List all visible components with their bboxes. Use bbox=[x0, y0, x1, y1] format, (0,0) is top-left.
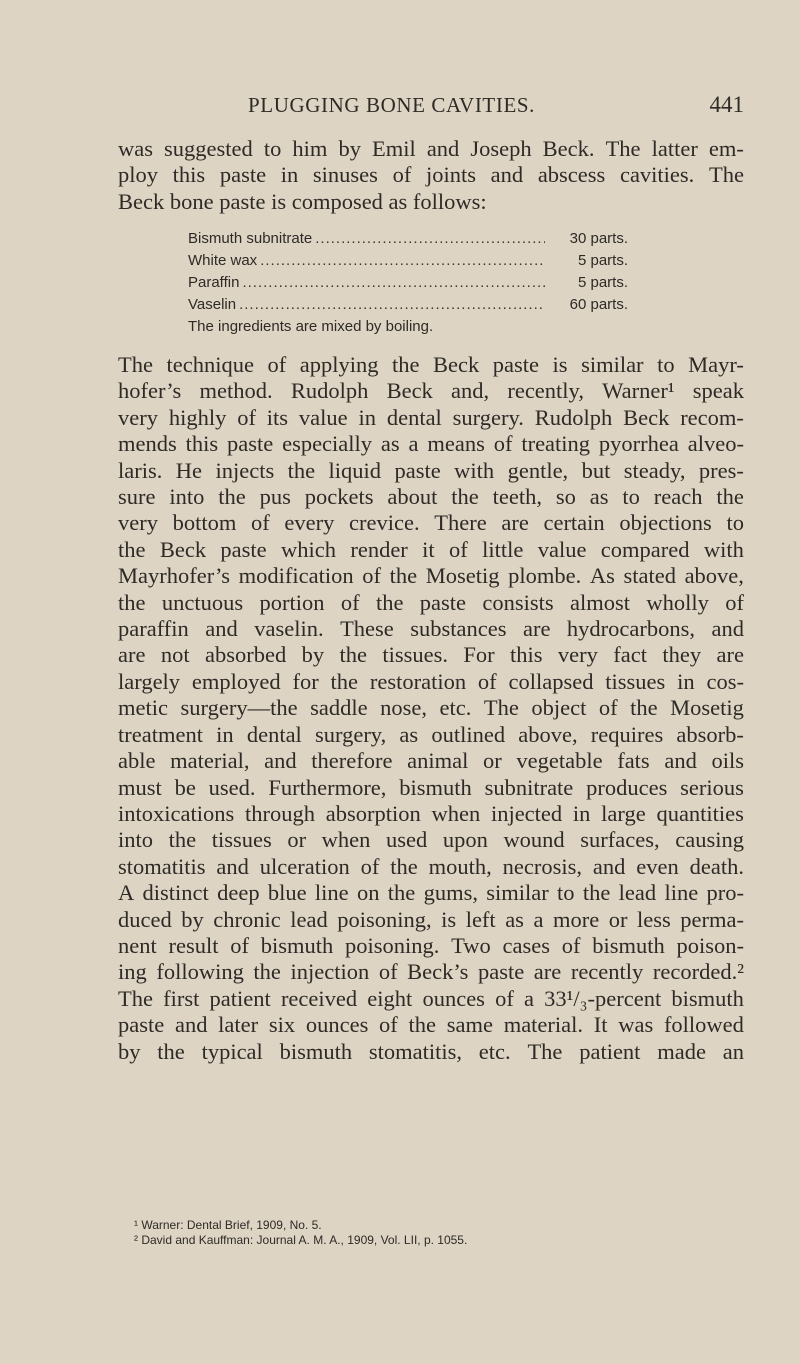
dot-leader bbox=[260, 250, 545, 272]
text-line: treatment in dental surgery, as outlined above, requires absorb- bbox=[118, 721, 744, 747]
recipe-row bbox=[188, 228, 628, 250]
text-line: nent result of bismuth poisoning. Two cases of bismuth poison- bbox=[118, 932, 744, 958]
text-line: ploy this paste in sinuses of joints and abscess cavities. The bbox=[118, 162, 744, 188]
text-line: Mayrhofer’s modification of the Mosetig plombe. As stated above, bbox=[118, 563, 744, 589]
text-line: by the typical bismuth stomatitis, etc. The patient made an bbox=[118, 1038, 744, 1064]
footnotes bbox=[134, 1218, 734, 1248]
text-line: Beck bone paste is composed as follows: bbox=[118, 188, 487, 214]
recipe-row bbox=[188, 294, 628, 316]
ingredient-amount: 60 parts. bbox=[569, 296, 628, 313]
text-line: must be used. Furthermore, bismuth subnitrate produces serious bbox=[118, 774, 744, 800]
ingredient-name: White wax bbox=[188, 252, 258, 269]
text-line: the Beck paste which render it of little value compared with bbox=[118, 536, 744, 562]
dot-leader bbox=[242, 272, 545, 294]
text-line: very bottom of every crevice. There are certain objections to bbox=[118, 510, 744, 536]
text-line: are not absorbed by the tissues. For this very fact they are bbox=[118, 642, 744, 668]
text-line: largely employed for the restoration of collapsed tissues in cos- bbox=[118, 668, 744, 694]
text-line: ing following the injection of Beck’s paste are recently recorded.² bbox=[118, 959, 744, 985]
ingredient-name: Paraffin bbox=[188, 274, 240, 291]
text-line: paste and later six ounces of the same material. It was followed bbox=[118, 1012, 744, 1038]
body-paragraph bbox=[118, 352, 744, 1065]
ingredient-name: Bismuth subnitrate bbox=[188, 230, 313, 247]
text-line: sure into the pus pockets about the teeth, so as to reach the bbox=[118, 484, 744, 510]
text-line: stomatitis and ulceration of the mouth, necrosis, and even death. bbox=[118, 853, 744, 879]
recipe-note: The ingredients are mixed by boiling. bbox=[188, 318, 434, 335]
text-line: into the tissues or when used upon wound surfaces, causing bbox=[118, 827, 744, 853]
recipe-row bbox=[188, 272, 628, 294]
text-line: laris. He injects the liquid paste with gentle, but steady, pres- bbox=[118, 457, 744, 483]
text-line: A distinct deep blue line on the gums, similar to the lead line pro- bbox=[118, 880, 744, 906]
ingredient-amount: 5 parts. bbox=[577, 274, 628, 291]
ingredient-amount: 5 parts. bbox=[577, 252, 628, 269]
text-line: was suggested to him by Emil and Joseph Beck. The latter em- bbox=[118, 136, 744, 161]
recipe-row bbox=[188, 250, 628, 272]
text-line: paraffin and vaselin. These substances are hydrocarbons, and bbox=[118, 616, 744, 642]
footnote: ¹ Warner: Dental Brief, 1909, No. 5. bbox=[134, 1218, 322, 1232]
footnote: ² David and Kauffman: Journal A. M. A., 1909, Vol. LII, p. 1055. bbox=[134, 1233, 468, 1247]
ingredient-amount: 30 parts. bbox=[569, 230, 628, 247]
ingredient-name: Vaselin bbox=[188, 296, 237, 313]
text-line: very highly of its value in dental surgery. Rudolph Beck recom- bbox=[118, 404, 744, 430]
text-line: The first patient received eight ounces of a 33¹/₃-percent bismuth bbox=[118, 985, 744, 1011]
dot-leader bbox=[315, 228, 545, 250]
recipe-list bbox=[188, 228, 628, 338]
text-line: the unctuous portion of the paste consists almost wholly of bbox=[118, 589, 744, 615]
page-header bbox=[248, 92, 744, 118]
text-line: metic surgery—the saddle nose, etc. The object of the Mosetig bbox=[118, 695, 744, 721]
text-line: mends this paste especially as a means of treating pyorrhea alveo- bbox=[118, 431, 744, 457]
page-number: 441 bbox=[709, 92, 744, 117]
intro-paragraph bbox=[118, 136, 744, 215]
dot-leader bbox=[239, 294, 545, 316]
text-line: able material, and therefore animal or vegetable fats and oils bbox=[118, 748, 744, 774]
text-line: hofer’s method. Rudolph Beck and, recently, Warner¹ speak bbox=[118, 378, 744, 404]
text-line: duced by chronic lead poisoning, is left as a more or less perma- bbox=[118, 906, 744, 932]
running-head: PLUGGING BONE CAVITIES. bbox=[248, 93, 535, 117]
text-line: The technique of applying the Beck paste is similar to Mayr- bbox=[118, 352, 744, 377]
text-line: intoxications through absorption when injected in large quantities bbox=[118, 800, 744, 826]
